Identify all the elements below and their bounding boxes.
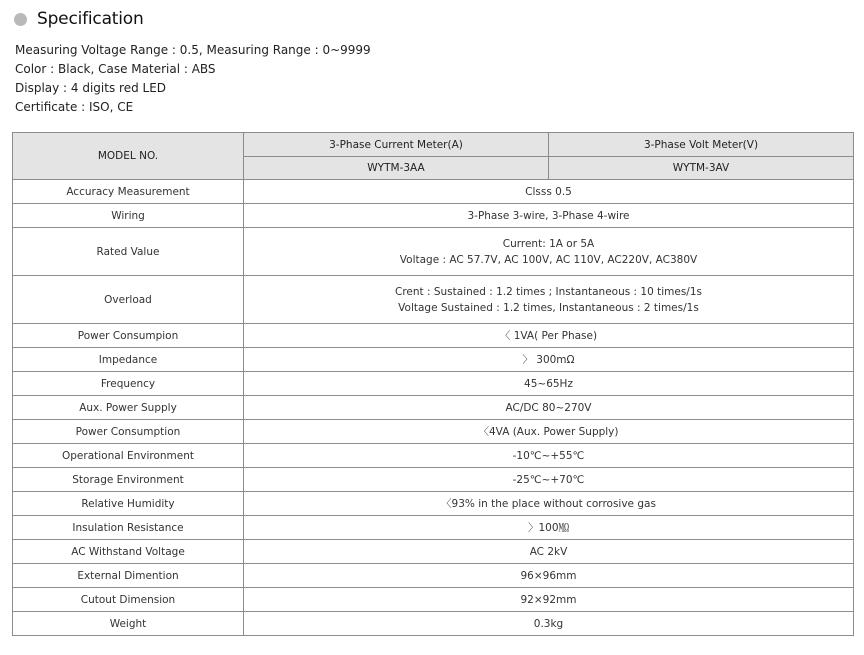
row-label: Rated Value [13,228,244,276]
row-value: 〉100㏁ [244,516,854,540]
row-value [244,276,854,324]
row-label: Insulation Resistance [13,516,244,540]
volt-meter-model: WYTM-3AV [549,157,854,180]
table-row [13,564,854,588]
row-value: 0.3kg [244,612,854,636]
row-label: Aux. Power Supply [13,396,244,420]
row-value: 45~65Hz [244,372,854,396]
row-value: 〈4VA (Aux. Power Supply) [244,420,854,444]
row-label: Cutout Dimension [13,588,244,612]
spec-summary [15,41,371,117]
table-row [13,324,854,348]
spec-line-certificate: Certificate : ISO, CE [15,100,134,114]
row-value-line: Crent : Sustained : 1.2 times ; Instantaneous : 10 times/1s [395,285,702,298]
table-row [13,180,854,204]
table-row [13,516,854,540]
table-row [13,420,854,444]
row-value: AC 2kV [244,540,854,564]
volt-meter-header: 3-Phase Volt Meter(V) [549,133,854,157]
row-value-line: Voltage : AC 57.7V, AC 100V, AC 110V, AC220V, AC380V [399,253,698,266]
row-label: Overload [13,276,244,324]
row-label: Operational Environment [13,444,244,468]
bullet-circle-icon [14,13,27,26]
row-label: AC Withstand Voltage [13,540,244,564]
row-label: Frequency [13,372,244,396]
table-header-row [13,133,854,157]
specification-table [12,132,854,636]
row-label: Impedance [13,348,244,372]
table-row [13,492,854,516]
table-row [13,372,854,396]
row-label: External Dimention [13,564,244,588]
table-row [13,396,854,420]
table-row [13,276,854,324]
row-value: -10℃~+55℃ [244,444,854,468]
row-value: 96×96mm [244,564,854,588]
row-label: Storage Environment [13,468,244,492]
table-row [13,588,854,612]
table-row [13,204,854,228]
row-label: Power Consumption [13,420,244,444]
row-label: Power Consumpion [13,324,244,348]
spec-line-color: Color : Black, Case Material : ABS [15,62,216,76]
row-label: Wiring [13,204,244,228]
current-meter-model: WYTM-3AA [244,157,549,180]
row-value: -25℃~+70℃ [244,468,854,492]
row-value: 〈93% in the place without corrosive gas [244,492,854,516]
section-heading [14,8,144,30]
row-value: 〉 300mΩ [244,348,854,372]
table-row [13,540,854,564]
row-value [244,228,854,276]
row-value: 92×92mm [244,588,854,612]
row-value-line: Current: 1A or 5A [502,237,595,250]
table-row [13,228,854,276]
row-value: AC/DC 80~270V [244,396,854,420]
row-label: Relative Humidity [13,492,244,516]
row-label: Accuracy Measurement [13,180,244,204]
row-value: 〈 1VA( Per Phase) [244,324,854,348]
current-meter-header: 3-Phase Current Meter(A) [244,133,549,157]
spec-line-measuring-range: Measuring Voltage Range : 0.5, Measuring Range : 0~9999 [15,43,371,57]
model-no-header: MODEL NO. [13,133,244,180]
row-value: Clsss 0.5 [244,180,854,204]
table-row [13,444,854,468]
section-title: Specification [37,9,144,29]
row-value: 3-Phase 3-wire, 3-Phase 4-wire [244,204,854,228]
table-row [13,612,854,636]
row-value-line: Voltage Sustained : 1.2 times, Instantaneous : 2 times/1s [398,301,699,314]
spec-line-display: Display : 4 digits red LED [15,81,167,95]
table-row [13,348,854,372]
table-row [13,468,854,492]
row-label: Weight [13,612,244,636]
